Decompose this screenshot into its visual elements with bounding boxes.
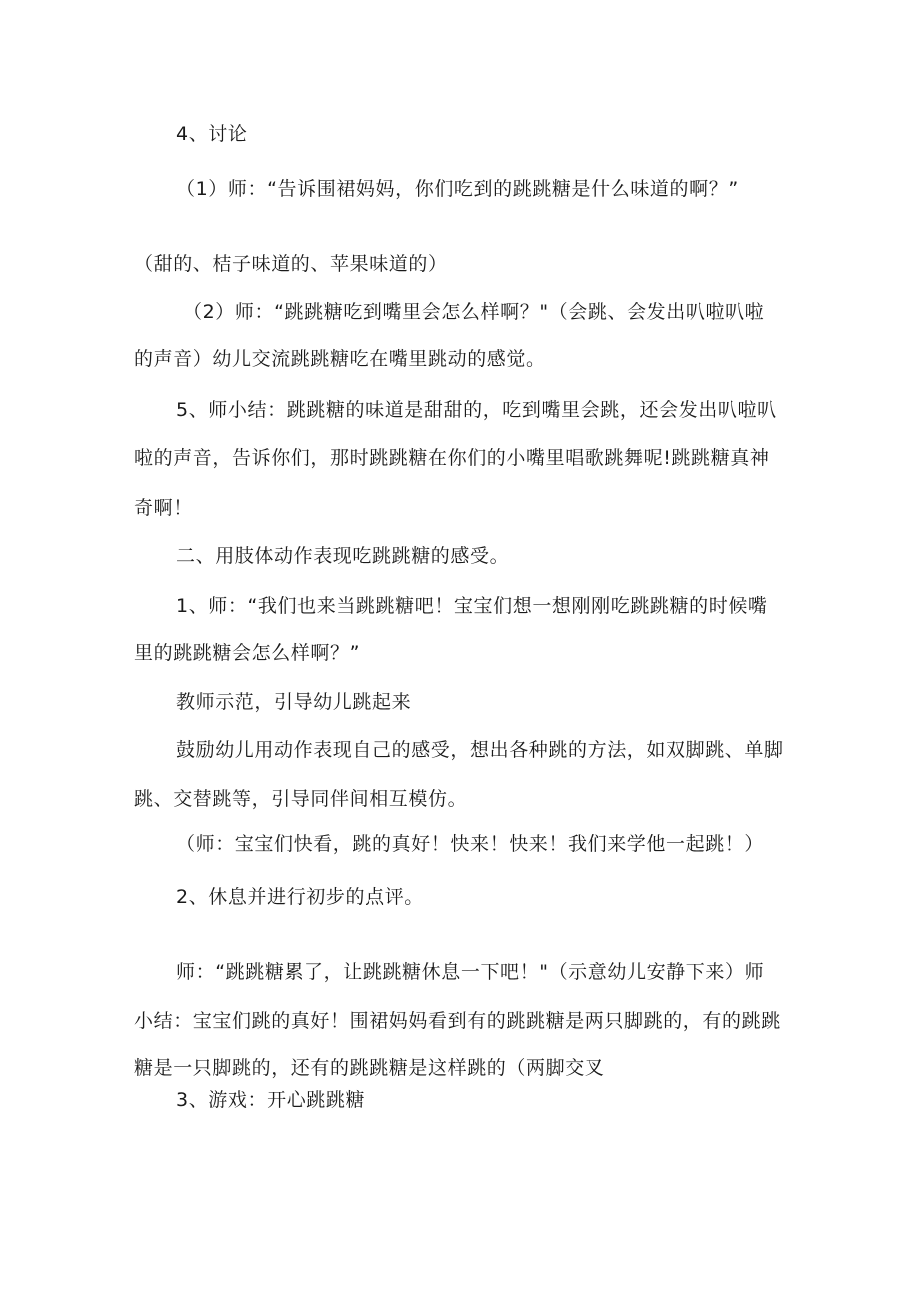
paragraph-line: 师：“跳跳糖累了，让跳跳糖休息一下吧！"（示意幼儿安静下来）师 — [176, 961, 765, 983]
paragraph-line: 的声音）幼儿交流跳跳糖吃在嘴里跳动的感觉。 — [134, 348, 546, 370]
paragraph-line: 奇啊！ — [134, 497, 193, 519]
paragraph-line: 2、休息并进行初步的点评。 — [176, 886, 424, 908]
paragraph-line: 5、师小结：跳跳糖的味道是甜甜的，吃到嘴里会跳，还会发出叭啦叭 — [176, 399, 777, 421]
paragraph-line: 跳、交替跳等，引导同伴间相互模仿。 — [134, 788, 468, 810]
paragraph-line: （甜的、桔子味道的、苹果味道的） — [134, 253, 448, 275]
section-heading: 二、用肢体动作表现吃跳跳糖的感受。 — [176, 545, 510, 567]
paragraph-line: （1）师：“告诉围裙妈妈，你们吃到的跳跳糖是什么味道的啊？” — [176, 178, 739, 200]
paragraph-line: （2）师：“跳跳糖吃到嘴里会怎么样啊？"（会跳、会发出叭啦叭啦 — [183, 301, 765, 323]
paragraph-line: （师：宝宝们快看，跳的真好！快来！快来！我们来学他一起跳！） — [176, 833, 765, 855]
paragraph-line: 里的跳跳糖会怎么样啊？” — [134, 642, 361, 664]
paragraph-line: 啦的声音，告诉你们，那时跳跳糖在你们的小嘴里唱歌跳舞呢!跳跳糖真神 — [134, 447, 770, 469]
paragraph-line: 糖是一只脚跳的，还有的跳跳糖是这样跳的（两脚交叉 — [134, 1057, 605, 1079]
paragraph-line: 1、师：“我们也来当跳跳糖吧！宝宝们想一想刚刚吃跳跳糖的时候嘴 — [176, 595, 768, 617]
paragraph-line: 3、游戏：开心跳跳糖 — [176, 1089, 366, 1111]
paragraph-line: 教师示范，引导幼儿跳起来 — [176, 691, 412, 713]
paragraph-line: 鼓励幼儿用动作表现自己的感受，想出各种跳的方法，如双脚跳、单脚 — [176, 739, 784, 761]
paragraph-line: 小结：宝宝们跳的真好！围裙妈妈看到有的跳跳糖是两只脚跳的，有的跳跳 — [134, 1010, 781, 1032]
heading-discussion: 4、讨论 — [176, 123, 248, 145]
